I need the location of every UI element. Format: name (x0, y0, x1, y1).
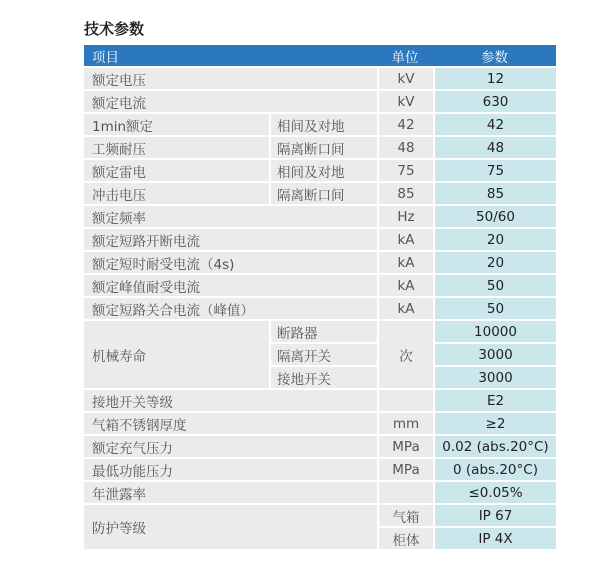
row-unit (377, 390, 433, 411)
row-item: 防护等级 (84, 505, 377, 549)
row-value: 20 (433, 229, 556, 250)
row-value: 50 (433, 275, 556, 296)
row-item: 额定雷电 (84, 160, 269, 181)
row-unit: kV (377, 68, 433, 89)
row-item: 年泄露率 (84, 482, 377, 503)
row-value: 85 (433, 183, 556, 204)
table-row (84, 114, 556, 135)
row-unit (377, 482, 433, 503)
row-unit: Hz (377, 206, 433, 227)
row-sub-item: 隔离断口间 (269, 183, 377, 204)
table-row (84, 229, 556, 250)
row-item: 最低功能压力 (84, 459, 377, 480)
row-sub-item: 接地开关 (269, 367, 377, 388)
table-row (84, 505, 556, 526)
row-item: 额定短路关合电流（峰值） (84, 298, 377, 319)
row-value: IP 67 (433, 505, 556, 526)
row-value: IP 4X (433, 528, 556, 549)
table-row (84, 413, 556, 434)
spec-table (84, 43, 556, 551)
row-item: 额定电流 (84, 91, 377, 112)
row-value: 3000 (433, 344, 556, 365)
row-unit: kA (377, 298, 433, 319)
row-value: E2 (433, 390, 556, 411)
row-sub-item: 隔离开关 (269, 344, 377, 365)
row-unit: kA (377, 229, 433, 250)
table-row (84, 436, 556, 457)
row-value: 3000 (433, 367, 556, 388)
row-item: 接地开关等级 (84, 390, 377, 411)
row-item: 额定频率 (84, 206, 377, 227)
row-item: 额定电压 (84, 68, 377, 89)
row-value: 20 (433, 252, 556, 273)
row-value: 630 (433, 91, 556, 112)
row-unit: kV (377, 91, 433, 112)
table-row (84, 459, 556, 480)
row-sub-item: 气箱 (377, 505, 433, 526)
table-row (84, 68, 556, 89)
row-item: 额定峰值耐受电流 (84, 275, 377, 296)
table-row (84, 137, 556, 158)
row-unit: 75 (377, 160, 433, 181)
header-value: 参数 (433, 45, 556, 66)
table-row (84, 275, 556, 296)
row-sub-item: 相间及对地 (269, 114, 377, 135)
row-unit: kA (377, 252, 433, 273)
row-unit: 42 (377, 114, 433, 135)
row-item: 冲击电压 (84, 183, 269, 204)
row-value: 0 (abs.20°C) (433, 459, 556, 480)
row-sub-item: 柜体 (377, 528, 433, 549)
table-row (84, 482, 556, 503)
row-value: ≤0.05% (433, 482, 556, 503)
row-item: 额定短路开断电流 (84, 229, 377, 250)
row-value: 48 (433, 137, 556, 158)
row-item: 机械寿命 (84, 321, 269, 388)
row-value: 10000 (433, 321, 556, 342)
row-value: ≥2 (433, 413, 556, 434)
section-title: 技术参数 (84, 20, 145, 38)
header-unit: 单位 (377, 45, 433, 66)
row-unit: 次 (377, 321, 433, 388)
row-sub-item: 隔离断口间 (269, 137, 377, 158)
row-value: 50/60 (433, 206, 556, 227)
row-unit: MPa (377, 459, 433, 480)
row-sub-item: 断路器 (269, 321, 377, 342)
row-value: 50 (433, 298, 556, 319)
row-value: 12 (433, 68, 556, 89)
table-row (84, 252, 556, 273)
row-value: 75 (433, 160, 556, 181)
row-item: 气箱不锈钢厚度 (84, 413, 377, 434)
row-item: 额定充气压力 (84, 436, 377, 457)
table-row (84, 321, 556, 342)
row-unit: mm (377, 413, 433, 434)
row-item: 1min额定 (84, 114, 269, 135)
row-unit: 48 (377, 137, 433, 158)
row-sub-item: 相间及对地 (269, 160, 377, 181)
row-unit: MPa (377, 436, 433, 457)
table-row (84, 298, 556, 319)
row-item: 额定短时耐受电流（4s) (84, 252, 377, 273)
row-value: 42 (433, 114, 556, 135)
table-row (84, 206, 556, 227)
table-row (84, 183, 556, 204)
table-row (84, 160, 556, 181)
table-header-row (84, 45, 556, 66)
row-value: 0.02 (abs.20°C) (433, 436, 556, 457)
table-row (84, 91, 556, 112)
row-item: 工频耐压 (84, 137, 269, 158)
table-row (84, 390, 556, 411)
row-unit: 85 (377, 183, 433, 204)
header-item: 项目 (84, 45, 377, 66)
row-unit: kA (377, 275, 433, 296)
